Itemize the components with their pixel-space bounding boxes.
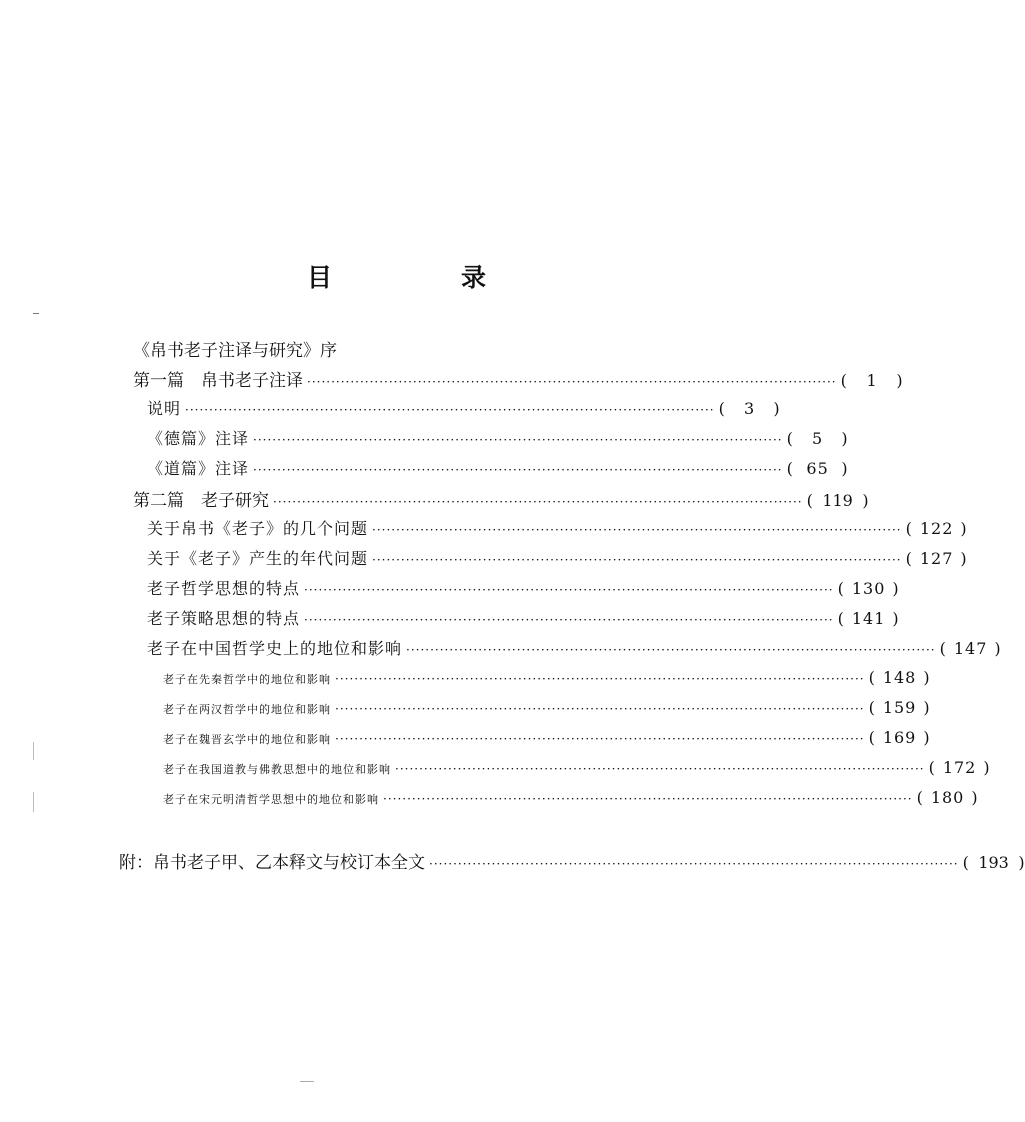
- page-number: 169: [882, 728, 917, 747]
- toc-entry-page: [719, 399, 781, 418]
- paren-close: ): [923, 668, 931, 687]
- toc-appendix-page: [963, 853, 1025, 872]
- page-number: 147: [953, 639, 988, 658]
- toc-preface-label: 《帛书老子注译与研究》序: [133, 341, 337, 361]
- paren-close: ): [923, 698, 931, 717]
- paren-close: ): [896, 371, 903, 390]
- toc-entry-label: 老子在魏晋玄学中的地位和影响: [163, 733, 331, 746]
- toc-entry-page: [869, 698, 931, 717]
- page-number: 1: [866, 371, 877, 390]
- toc-entry: [147, 426, 849, 449]
- toc-entry-label: 说明: [147, 399, 182, 418]
- paren-close: ): [862, 491, 869, 510]
- toc-entry: [147, 576, 900, 599]
- paren-close: ): [994, 639, 1002, 658]
- paren-open: (: [786, 429, 794, 448]
- toc-entry: [133, 486, 869, 511]
- paren-close: ): [1018, 853, 1025, 872]
- toc-entry: [147, 546, 968, 569]
- toc-entry: [147, 636, 1002, 659]
- dot-leader: ··············································································································: [335, 732, 865, 746]
- paren-close: ): [892, 579, 900, 598]
- toc-entry-page: [787, 429, 849, 448]
- paren-open: (: [868, 728, 876, 747]
- scan-speck: [300, 1081, 314, 1082]
- paren-open: (: [905, 519, 913, 538]
- toc-entry-label: 《德篇》注译: [147, 429, 250, 448]
- toc-entry: [133, 366, 903, 391]
- toc-entry: [147, 606, 900, 629]
- toc-entry-page: [869, 728, 931, 747]
- toc-entry-label: 老子在两汉哲学中的地位和影响: [163, 703, 331, 716]
- toc-entry: [163, 668, 931, 687]
- paren-close: ): [983, 758, 991, 777]
- paren-open: (: [928, 758, 936, 777]
- paren-close: ): [773, 399, 781, 418]
- paren-close: ): [923, 728, 931, 747]
- paren-open: (: [806, 491, 813, 510]
- toc-entry: [147, 456, 849, 479]
- toc-entry-label: 老子哲学思想的特点: [147, 579, 301, 598]
- paren-open: (: [916, 788, 924, 807]
- toc-entry-label: 关于帛书《老子》的几个问题: [147, 519, 369, 538]
- page-number: 5: [812, 429, 824, 448]
- toc-entry: [147, 516, 968, 539]
- toc-entry-page: [917, 788, 979, 807]
- dot-leader: ··············································································································: [185, 403, 715, 417]
- toc-entry-label: 老子在宋元明清哲学思想中的地位和影响: [163, 793, 379, 806]
- paren-close: ): [971, 788, 979, 807]
- toc-entry-page: [906, 549, 968, 568]
- dot-leader: ··············································································································: [372, 553, 902, 567]
- page-number: 130: [851, 579, 886, 598]
- toc-entry-page: [929, 758, 991, 777]
- page-number: 141: [851, 609, 886, 628]
- dot-leader: ··············································································································: [304, 613, 834, 627]
- page-number: 122: [919, 519, 954, 538]
- toc-entry: [163, 788, 979, 807]
- toc-entry-page: [838, 609, 900, 628]
- paren-close: ): [841, 429, 849, 448]
- toc-entry-label: 老子在我国道教与佛教思想中的地位和影响: [163, 763, 391, 776]
- paren-open: (: [962, 853, 969, 872]
- toc-entry-label: 老子策略思想的特点: [147, 609, 301, 628]
- paren-close: ): [960, 549, 968, 568]
- dot-leader: ··············································································································: [304, 583, 834, 597]
- toc-entry: [163, 758, 991, 777]
- toc-entry-page: [841, 371, 903, 390]
- paren-open: (: [939, 639, 947, 658]
- page-number: 172: [942, 758, 977, 777]
- page-number: 159: [882, 698, 917, 717]
- toc-appendix: [119, 848, 1025, 873]
- toc-entry-label: 老子在中国哲学史上的地位和影响: [147, 639, 403, 658]
- dot-leader: ··············································································································: [406, 643, 936, 657]
- toc-entry-label: 第一篇 帛书老子注译: [133, 371, 303, 391]
- paren-close: ): [892, 609, 900, 628]
- dot-leader: ··············································································································: [253, 433, 783, 447]
- scan-speck: [33, 792, 34, 812]
- toc-entry-label: 老子在先秦哲学中的地位和影响: [163, 673, 331, 686]
- dot-leader: ··············································································································: [335, 672, 865, 686]
- page-number: 180: [930, 788, 965, 807]
- page-title: 目 录: [306, 263, 538, 292]
- toc-entry-page: [787, 459, 849, 478]
- dot-leader: ··············································································································: [273, 495, 803, 509]
- dot-leader: ··············································································································: [335, 702, 865, 716]
- paren-open: (: [837, 579, 845, 598]
- dot-leader: ··············································································································: [372, 523, 902, 537]
- toc-entry: [147, 396, 781, 419]
- toc-entry-page: [906, 519, 968, 538]
- paren-open: (: [840, 371, 847, 390]
- toc-appendix-label: 附：帛书老子甲、乙本释文与校订本全文: [119, 853, 425, 873]
- dot-leader: ··············································································································: [383, 792, 913, 806]
- toc-entry-label: 《道篇》注译: [147, 459, 250, 478]
- toc-preface: [133, 336, 337, 361]
- toc-entry-label: 第二篇 老子研究: [133, 491, 269, 511]
- toc-entry-page: [838, 579, 900, 598]
- dot-leader: ··············································································································: [253, 463, 783, 477]
- toc-entry-page: [869, 668, 931, 687]
- toc-entry-page: [807, 491, 869, 510]
- paren-open: (: [786, 459, 794, 478]
- page-number: 65: [806, 459, 829, 478]
- dot-leader: ··············································································································: [395, 762, 925, 776]
- toc-entry-label: 关于《老子》产生的年代问题: [147, 549, 369, 568]
- page-number: 148: [882, 668, 917, 687]
- toc-entry-page: [940, 639, 1002, 658]
- paren-open: (: [837, 609, 845, 628]
- paren-open: (: [905, 549, 913, 568]
- paren-close: ): [960, 519, 968, 538]
- page-number: 3: [744, 399, 756, 418]
- paren-open: (: [868, 698, 876, 717]
- paren-open: (: [868, 668, 876, 687]
- page-number: 127: [919, 549, 954, 568]
- dot-leader: ··············································································································: [307, 375, 837, 389]
- scan-speck: [33, 742, 34, 760]
- paren-close: ): [841, 459, 849, 478]
- toc-entry: [163, 728, 931, 747]
- scan-speck: [33, 313, 39, 314]
- dot-leader: ··············································································································: [429, 857, 959, 871]
- page-number: 193: [978, 853, 1009, 872]
- paren-open: (: [718, 399, 726, 418]
- toc-entry: [163, 698, 931, 717]
- page-number: 119: [822, 491, 853, 510]
